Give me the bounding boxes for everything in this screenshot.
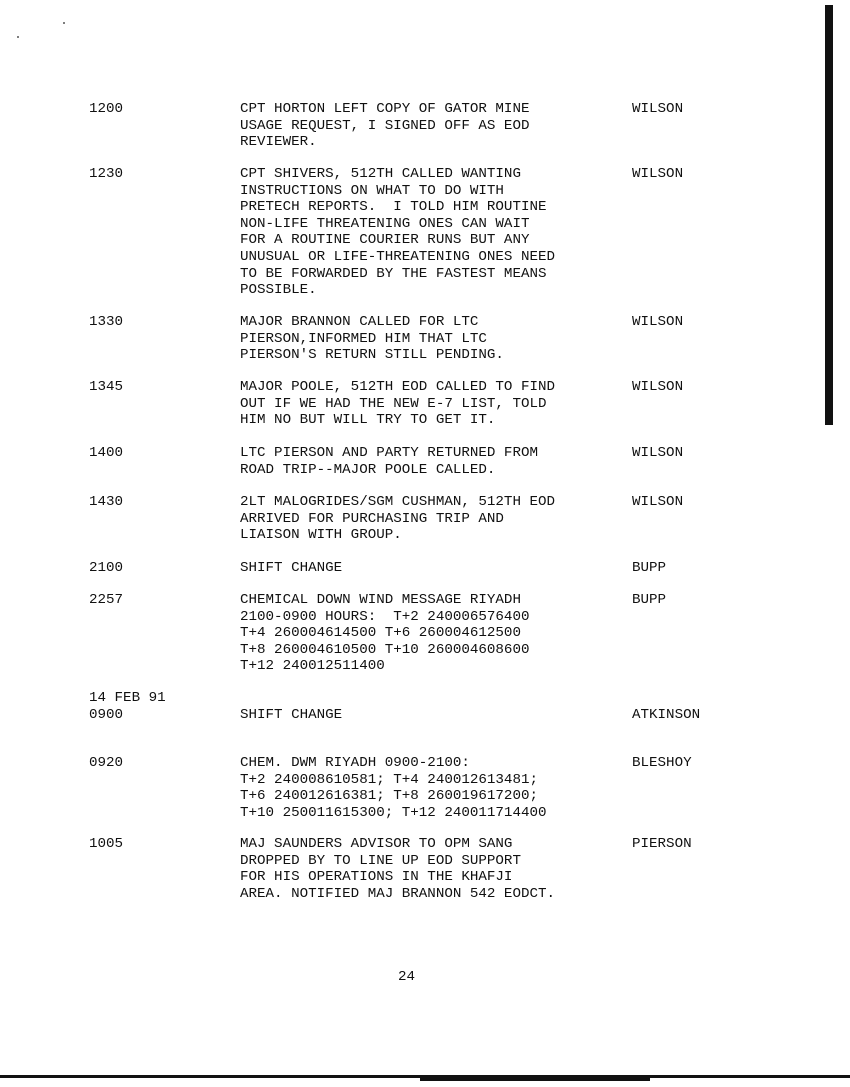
entry-text-line: T+10 250011615300; T+12 240011714400 [240,804,547,821]
entry-text-line: TO BE FORWARDED BY THE FASTEST MEANS [240,265,547,282]
entry-text-line: PRETECH REPORTS. I TOLD HIM ROUTINE [240,199,547,216]
entry-text-line: T+8 260004610500 T+10 260004608600 [240,641,530,658]
entry-text-line: DROPPED BY TO LINE UP EOD SUPPORT [240,852,521,869]
entry-time: 1430 [89,494,124,510]
scan-edge-bar [825,5,833,425]
entry-text-line: ARRIVED FOR PURCHASING TRIP AND [240,510,504,527]
entry-text-line: PIERSON'S RETURN STILL PENDING. [240,347,504,364]
entry-text-line: POSSIBLE. [240,282,317,299]
entry-text-line: FOR A ROUTINE COURIER RUNS BUT ANY [240,232,530,249]
entry-text-line: OUT IF WE HAD THE NEW E-7 LIST, TOLD [240,395,547,412]
entry-text-line: INSTRUCTIONS ON WHAT TO DO WITH [240,182,504,199]
entry-name: ATKINSON [632,707,701,723]
entry-text-line: ROAD TRIP--MAJOR POOLE CALLED. [240,461,496,478]
scan-speck [63,22,65,24]
entry-text-line: CPT SHIVERS, 512TH CALLED WANTING [240,166,521,182]
entry-text-line: T+4 260004614500 T+6 260004612500 [240,625,521,642]
entry-name: BUPP [632,560,667,576]
entry-time: 0900 [89,707,124,723]
entry-time: 1005 [89,836,124,852]
entry-text-line: REVIEWER. [240,134,317,151]
entry-text-line: CPT HORTON LEFT COPY OF GATOR MINE [240,101,530,117]
entry-time: 1230 [89,166,124,182]
entry-name: WILSON [632,314,684,330]
entry-name: WILSON [632,101,684,117]
entry-time: 2100 [89,560,124,576]
entry-text-line: MAJ SAUNDERS ADVISOR TO OPM SANG [240,836,513,852]
entry-text-line: UNUSUAL OR LIFE-THREATENING ONES NEED [240,248,556,265]
entry-text-line: T+2 240008610581; T+4 240012613481; [240,771,538,788]
entry-text-line: MAJOR BRANNON CALLED FOR LTC [240,314,479,330]
entry-name: WILSON [632,166,684,182]
page-number: 24 [398,969,416,985]
entry-text-line: LIAISON WITH GROUP. [240,527,402,544]
entry-name: WILSON [632,379,684,395]
entry-time: 0920 [89,755,124,771]
entry-time: 1200 [89,101,124,117]
entry-text-line: 2LT MALOGRIDES/SGM CUSHMAN, 512TH EOD [240,494,556,510]
entry-name: BUPP [632,592,667,608]
entry-name: BLESHOY [632,755,692,771]
entry-text-line: SHIFT CHANGE [240,560,343,576]
scan-speck [17,36,19,38]
entry-time: 1345 [89,379,124,395]
entry-text-line: T+12 240012511400 [240,658,385,675]
footer-rule-tab [420,1076,650,1081]
entry-time: 2257 [89,592,124,608]
entry-text-line: SHIFT CHANGE [240,707,343,723]
entry-name: WILSON [632,445,684,461]
entry-time: 1400 [89,445,124,461]
entry-text-line: 2100-0900 HOURS: T+2 240006576400 [240,608,530,625]
entry-text-line: AREA. NOTIFIED MAJ BRANNON 542 EODCT. [240,885,556,902]
date-heading: 14 FEB 91 [89,690,166,706]
entry-text-line: NON-LIFE THREATENING ONES CAN WAIT [240,215,530,232]
entry-name: WILSON [632,494,684,510]
entry-text-line: LTC PIERSON AND PARTY RETURNED FROM [240,445,538,461]
entry-text-line: CHEM. DWM RIYADH 0900-2100: [240,755,470,771]
entry-name: PIERSON [632,836,692,852]
entry-text-line: T+6 240012616381; T+8 260019617200; [240,788,538,805]
entry-text-line: FOR HIS OPERATIONS IN THE KHAFJI [240,869,513,886]
entry-text-line: USAGE REQUEST, I SIGNED OFF AS EOD [240,117,530,134]
entry-text-line: CHEMICAL DOWN WIND MESSAGE RIYADH [240,592,521,608]
entry-text-line: PIERSON,INFORMED HIM THAT LTC [240,330,487,347]
entry-time: 1330 [89,314,124,330]
entry-text-line: MAJOR POOLE, 512TH EOD CALLED TO FIND [240,379,556,395]
entry-text-line: HIM NO BUT WILL TRY TO GET IT. [240,412,496,429]
